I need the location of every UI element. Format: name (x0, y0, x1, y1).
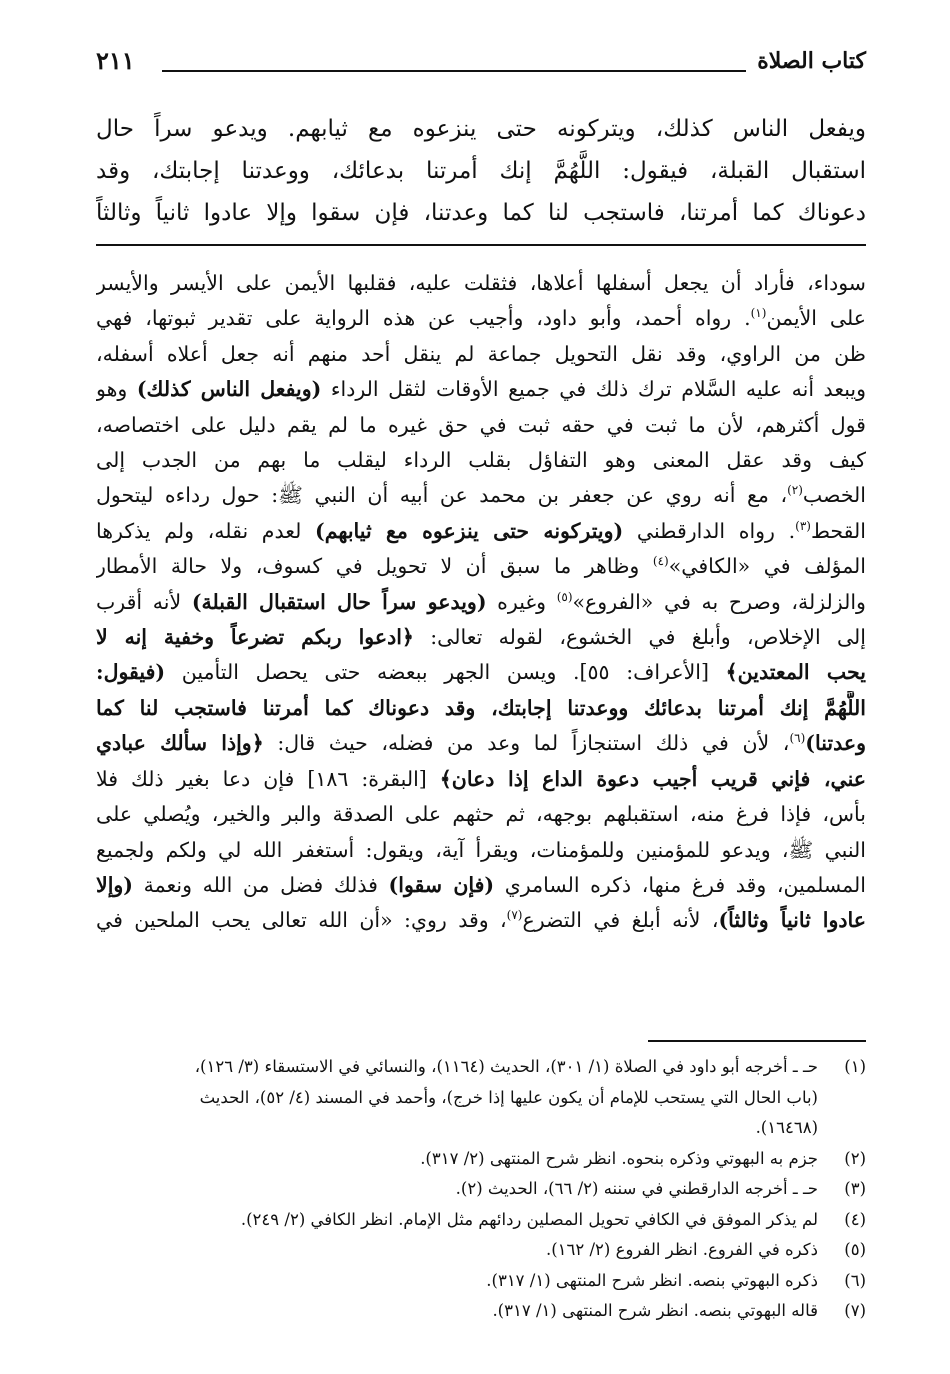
running-header (96, 44, 866, 84)
text-run: فذلك فضل من الله ونعمة (143, 872, 378, 897)
footnote-text (96, 1205, 818, 1236)
footnote-line: (باب الحال التي يستحب للإمام أن يكون عليها إذا خرج)، وأحمد في المسند (٤/ ٥٢)، الحديث (199, 1087, 818, 1107)
footnote-text (96, 1144, 818, 1175)
footnote-line: حـ ـ أخرجه أبو داود في الصلاة (١/ ٣٠١)، الحديث (١١٦٤)، والنسائي في الاستسقاء (٣/ ١٢٦)، (194, 1057, 818, 1076)
text-run: لأنه أقرب (96, 589, 182, 614)
matn-line: دعوناك كما أمرتنا، فاستجب لنا كما وعدتنا، فإن سقوا وإلا عادوا ثانياً وثالثاً (96, 200, 866, 226)
text-run: [البقرة: ١٨٦] فإن دعا بغير ذلك فلا (96, 766, 427, 791)
footnote-number: (١) (844, 1057, 866, 1076)
commentary-line (96, 620, 866, 655)
footnote-item (96, 1052, 866, 1144)
footnote-line: (١٦٤٦٨). (755, 1118, 818, 1137)
quran-quote: ﴿ادعوا ربكم تضرعاً وخفية إنه لا (96, 625, 414, 650)
text-run: . رواه أحمد، وأبو داود، وأجيب عن هذه الرواية على تقدير ثبوتها، فهي (96, 306, 751, 331)
footnote-line: ذكره البهوتي بنصه. انظر شرح المنتهى (١/ ٣١٧). (486, 1270, 818, 1290)
matn-quote: (فيقول: (96, 660, 166, 685)
footnote-text (96, 1266, 818, 1297)
commentary-line (96, 691, 866, 726)
commentary-line (96, 726, 866, 761)
text-run: الخصب (802, 483, 866, 508)
footnote-number: (٧) (844, 1301, 866, 1320)
text-run: [الأعراف: ٥٥]. ويسن الجهر ببعضه حتى يحصل التأمين (181, 660, 709, 685)
footnote-number: (٥) (844, 1240, 866, 1259)
footnote-ref[interactable]: (١) (750, 306, 767, 321)
footnote-ref[interactable]: (٣) (795, 519, 811, 534)
text-run: وظاهر ما سبق أن لا تحويل في كسوف، ولا حالة الأمطار (96, 554, 640, 579)
footnote-item (96, 1266, 866, 1297)
quran-quote: يحب المعتدين﴾ (725, 660, 866, 685)
text-run: . رواه الدارقطني (636, 518, 796, 543)
matn-quote: (وإلا (96, 872, 133, 897)
commentary-line (96, 655, 866, 690)
footnote-text (96, 1296, 818, 1327)
matn-quote: وعدتنا) (805, 731, 866, 756)
footnote-text (96, 1052, 818, 1144)
commentary-line (96, 762, 866, 797)
text-run: المؤلف في «الكافي» (668, 554, 866, 579)
text-run: ، مع أنه روي عن جعفر بن محمد عن أبيه أن النبي ﷺ: حول رداءه ليتحول (96, 483, 788, 508)
footnote-text (96, 1235, 818, 1266)
text-run: ، لأن في ذلك استنجازاً لما وعد من فضله، حيث قال: (277, 731, 790, 756)
matn-quote: (فإن سقوا) (388, 872, 495, 897)
text-run: وهو (96, 377, 128, 402)
footnote-number: (٤) (844, 1209, 866, 1229)
text-run: كيف وقد عقل المعنى وهو التفاؤل بقلب الرداء ليقلب ما بهم من الجدب إلى (96, 448, 866, 473)
footnote-ref[interactable]: (٥) (556, 589, 573, 604)
footnote-item (96, 1144, 866, 1175)
commentary-line (96, 337, 866, 372)
commentary-line (96, 443, 866, 478)
footnote-ref[interactable]: (٢) (787, 483, 803, 498)
text-run: ويبعد أنه عليه السَّلام ترك ذلك في جميع الأوقات لثقل الرداء (330, 377, 866, 402)
footnote-text (96, 1174, 818, 1205)
quran-quote: عني، فإني قريب أجيب دعوة الداع إذا دعان﴾ (439, 766, 866, 791)
matn-quote: عادوا ثانياً وثالثاً) (718, 908, 866, 933)
text-run: ظن من الراوي، وقد نقل التحويل جماعة لم ينقل أحد منهم أنه جعل أعلاه أسفله، (96, 341, 866, 366)
footnote-line: جزم به البهوتي وذكره بنحوه. انظر شرح المنتهى (٢/ ٣١٧). (420, 1148, 818, 1168)
footnote-number: (٢) (844, 1148, 866, 1168)
footnote-line: ذكره في الفروع. انظر الفروع (٢/ ١٦٢). (545, 1240, 818, 1259)
footnote-ref[interactable]: (٤) (652, 554, 669, 569)
text-run: والزلزلة، وصرح به في «الفروع» (572, 589, 866, 614)
footnote-line: لم يذكر الموفق في الكافي تحويل المصلين ردائهم مثل الإمام. انظر الكافي (٢/ ٢٤٩). (240, 1209, 818, 1229)
commentary-line (96, 903, 866, 938)
matn-line: ويفعل الناس كذلك، ويتركونه حتى ينزعوه مع ثيابهم. ويدعو سراً حال (96, 116, 866, 142)
commentary-line (96, 478, 866, 513)
commentary-line (96, 833, 866, 868)
footnote-number: (٣) (844, 1179, 866, 1198)
matn-separator (96, 244, 866, 246)
text-run: ، لأنه أبلغ في التضرع (522, 908, 719, 933)
commentary-line (96, 585, 866, 620)
page-number: ٢١١ (96, 46, 135, 75)
text-run: النبي ﷺ، ويدعو للمؤمنين وللمؤمنات، ويقرأ آية، ويقول: أستغفر الله لي ولكم ولجميع (96, 837, 866, 862)
footnote-line: قاله البهوتي بنصه. انظر شرح المنتهى (١/ ٣١٧). (492, 1301, 818, 1320)
commentary-line (96, 549, 866, 584)
text-run: لعدم نقله، ولم يذكرها (96, 518, 302, 543)
text-run: القحط (810, 518, 866, 543)
footnote-line: حـ ـ أخرجه الدارقطني في سننه (٢/ ٦٦)، الحديث (٢). (455, 1179, 818, 1198)
text-run: بأس، فإذا فرغ منه، استقبلهم بوجهه، ثم حثهم على الصدقة والبر والخير، ويُصلي على (96, 802, 866, 827)
matn-quote: (ويفعل الناس كذلك) (136, 377, 322, 402)
text-run: على الأيمن (766, 306, 866, 331)
footnotes (96, 1052, 866, 1327)
commentary-line (96, 797, 866, 832)
matn-quote: (ويدعو سراً حال استقبال القبلة) (191, 589, 487, 614)
commentary-line (96, 301, 866, 336)
footnote-ref[interactable]: (٦) (789, 731, 806, 746)
commentary-text (96, 266, 866, 939)
matn-quote: (ويتركونه حتى ينزعوه مع ثيابهم) (315, 518, 624, 543)
text-run: ، وقد روي: «أن الله تعالى يحب الملحين في (96, 908, 507, 933)
commentary-line (96, 514, 866, 549)
text-run: سوداء، فأراد أن يجعل أسفلها أعلاها، فثقلت عليه، فقلبها الأيمن على الأيسر والأيسر (96, 271, 866, 295)
header-title: كتاب الصلاة (757, 48, 866, 74)
commentary-line (96, 372, 866, 407)
text-run: قول أكثرهم، لأن ما ثبت في حقه ثبت في حق غيره ما لم يقم دليل على اختصاصه، (96, 412, 866, 437)
text-run: المسلمين، وقد فرغ منها، ذكره السامري (504, 872, 866, 897)
quran-quote: ﴿وإذا سألك عبادي (96, 731, 264, 756)
footnote-ref[interactable]: (٧) (506, 908, 523, 923)
matn-text (96, 108, 866, 234)
text-run: إلى الإخلاص، وأبلغ في الخشوع، لقوله تعالى: (430, 625, 866, 650)
commentary-line (96, 266, 866, 301)
header-rule (162, 70, 746, 72)
footnote-separator (648, 1040, 866, 1042)
footnote-item (96, 1296, 866, 1327)
commentary-line (96, 868, 866, 903)
footnote-item (96, 1235, 866, 1266)
footnote-number: (٦) (844, 1270, 866, 1290)
footnote-item (96, 1174, 866, 1205)
matn-line: استقبال القبلة، فيقول: اللَّهُمَّ إنك أمرتنا بدعائك، ووعدتنا إجابتك، وقد (96, 158, 866, 184)
text-run: وغيره (497, 589, 547, 614)
commentary-line (96, 408, 866, 443)
footnote-item (96, 1205, 866, 1236)
matn-quote: اللَّهُمَّ إنك أمرتنا بدعائك ووعدتنا إجابتك، وقد دعوناك كما أمرتنا فاستجب لنا كما (96, 695, 866, 720)
